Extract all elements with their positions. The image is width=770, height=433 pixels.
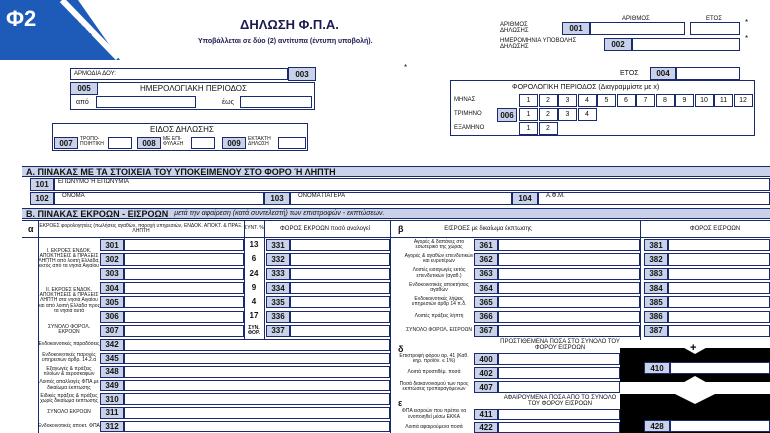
lower-label-312: Ενδοκοινοτικές αποκτ. ΦΠΑ — [38, 422, 100, 429]
vat-value-336[interactable] — [290, 311, 390, 323]
in-value-361[interactable] — [498, 239, 640, 251]
vat-code-333: 333 — [266, 268, 290, 280]
in-code-367: 367 — [474, 325, 498, 337]
surname-label: ΕΠΩΝΥΜΟ Ή ΕΠΩΝΥΜΙΑ — [58, 179, 130, 185]
minus-code-411: 411 — [474, 409, 498, 420]
decl-no-sub: ΑΡΙΘΜΟΣ — [622, 16, 650, 22]
in-value-365[interactable] — [498, 296, 640, 308]
tax-quarter-label: ΤΡΙΜΗΝΟ — [454, 111, 482, 117]
col-b-desc: ΕΙΣΡΟΕΣ με δικαίωμα έκπτωσης — [444, 225, 532, 232]
minus-label-422: Λοιπά αφαιρούμενα ποσά — [405, 423, 463, 430]
doy-code: 003 — [288, 67, 316, 81]
lower-code-345: 345 — [100, 353, 124, 365]
vat-value-337[interactable] — [290, 325, 390, 337]
in-label-366: Λοιπές πράξεις λήπτη — [414, 313, 464, 320]
vat-code-334: 334 — [266, 282, 290, 294]
group-2-label: II. ΕΚΡΟΕΣ ΕΝΔΟΚ. ΑΠΟΚΤΗΣΕΙΣ & ΠΡΑΞΕΙΣ ΛΗΠΤΗ στα νησιά Αιγαίου και από λοιπή Ελλάδα προς τα νησιά αυτά — [38, 286, 100, 314]
left-total-label: ΣΥΝΟΛΟ ΦΟΡΟΛ. ΕΚΡΟΩΝ — [47, 323, 91, 335]
lower-label-348: Εξαγωγές & πράξεις πλοίων & αεροσκαφών — [43, 365, 95, 377]
tax-code-386: 386 — [644, 311, 668, 323]
col-rate: ΣΥΝΤ. % — [244, 225, 264, 232]
decl-type-label-007: ΤΡΟΠΟ-ΠΟΙΗΤΙΚΗ — [80, 136, 104, 148]
vat-value-332[interactable] — [290, 253, 390, 265]
lower-code-310: 310 — [100, 393, 124, 405]
left-code-302: 302 — [100, 253, 124, 265]
tax-month-2[interactable]: 2 — [539, 94, 558, 107]
decl-type-check-009[interactable] — [278, 137, 306, 149]
group-1-label: I. ΕΚΡΟΕΣ ΕΝΔΟΚ. ΑΠΟΚΤΗΣΕΙΣ & ΠΡΑΞΕΙΣ ΛΗΠΤΗ από λοιπή Ελλάδα, εκτός από τα νησιά Αιγαίου — [38, 247, 100, 270]
lower-code-348: 348 — [100, 366, 124, 378]
minus-total-code: 428 — [644, 420, 670, 432]
in-code-361: 361 — [474, 239, 498, 251]
plus-code-407: 407 — [474, 381, 498, 393]
section-b-title — [22, 208, 770, 219]
tax-month-11[interactable]: 11 — [714, 94, 733, 107]
tax-code-385: 385 — [644, 296, 668, 308]
plus-title: ΠΡΟΣΤΙΘΕΜΕΝΑ ΠΟΣΑ ΣΤΟ ΣΥΝΟΛΟ ΤΟΥ ΦΟΡΟΥ ΕΙΣΡΟΩΝ — [500, 338, 620, 351]
in-label-365: Ενδοκοινοτικές λήψεις υπηρεσιών άρθρ 14 π.δ. — [411, 296, 467, 308]
code-101: 101 — [30, 178, 54, 191]
minus-code-422: 422 — [474, 422, 498, 433]
surname-field[interactable] — [54, 178, 770, 191]
header-rule — [22, 237, 770, 238]
left-code-307: 307 — [100, 325, 124, 337]
lower-value-311[interactable] — [124, 407, 390, 419]
plus-value-407[interactable] — [498, 381, 620, 393]
lower-code-349: 349 — [100, 380, 124, 392]
left-value-301[interactable] — [124, 239, 244, 251]
col-vat-in: ΦΟΡΟΣ ΕΙΣΡΟΩΝ — [689, 225, 741, 232]
decl-no-star: * — [745, 18, 749, 27]
vat-value-335[interactable] — [290, 296, 390, 308]
plus-value-400[interactable] — [498, 353, 620, 365]
vat-code-337: 337 — [266, 325, 290, 337]
name-label: ΟΝΟΜΑ — [62, 193, 85, 199]
tax-value-385[interactable] — [668, 296, 770, 308]
calendar-to-field[interactable] — [240, 96, 312, 108]
left-value-305[interactable] — [124, 296, 244, 308]
plus-letter: δ — [398, 344, 404, 354]
rate-5: 17 — [249, 311, 259, 321]
plus-label-402: Λοιπά προστιθέμ. ποσά — [407, 369, 461, 376]
in-label-362: Αγορές & αγαθών επενδυτικών και ευρυτέρων — [404, 253, 474, 265]
tax-code-384: 384 — [644, 282, 668, 294]
in-value-366[interactable] — [498, 311, 640, 323]
in-code-365: 365 — [474, 296, 498, 308]
col-a-letter: α — [28, 224, 34, 234]
code-104: 104 — [512, 192, 538, 205]
minus-value-422[interactable] — [498, 422, 620, 433]
tax-code-382: 382 — [644, 253, 668, 265]
vat-value-331[interactable] — [290, 239, 390, 251]
lower-value-345[interactable] — [124, 353, 390, 365]
decl-type-check-008[interactable] — [191, 137, 215, 149]
in-value-362[interactable] — [498, 253, 640, 265]
col-vat-out: ΦΟΡΟΣ ΕΚΡΟΩΝ ποσό αναλογεί — [280, 225, 370, 232]
minus-value-411[interactable] — [498, 409, 620, 420]
minus-title: ΑΦΑΙΡΟΥΜΕΝΑ ΠΟΣΑ ΑΠΟ ΤΟ ΣΥΝΟΛΟ ΤΟΥ ΦΟΡΟΥ ΕΙΣΡΟΩΝ — [503, 394, 617, 407]
calendar-from: από — [76, 99, 89, 106]
rate-1: 6 — [251, 254, 257, 264]
decl-type-code-007: 007 — [54, 137, 78, 149]
decl-no-code: 001 — [562, 22, 590, 35]
submit-date-star: * — [745, 34, 749, 43]
col-a-desc: ΕΚΡΟΕΣ φορολογητέες (πωλήσεις αγαθών, παροχή υπηρεσιών, ΕΝΔΟΚ. ΑΠΟΚΤ. & ΠΡΑΞ. ΛΗΠΤΗ — [39, 222, 243, 234]
plus-total-field[interactable] — [670, 362, 770, 374]
tax-semester-1[interactable]: 1 — [519, 122, 538, 135]
decl-no-field[interactable] — [590, 22, 685, 35]
in-code-362: 362 — [474, 253, 498, 265]
vline-5 — [640, 220, 641, 340]
in-value-367[interactable] — [498, 325, 640, 337]
vat-value-333[interactable] — [290, 268, 390, 280]
tax-value-381[interactable] — [668, 239, 770, 251]
tax-quarter-2[interactable]: 2 — [539, 108, 558, 121]
minus-label-411: ΦΠΑ εισροών που πρέπει να ενοποιηθεί μέσω ΕΚΚΑ — [401, 408, 467, 420]
doy-star: * — [404, 63, 408, 72]
left-value-306[interactable] — [124, 311, 244, 323]
logo — [0, 0, 120, 60]
tax-quarter-4[interactable]: 4 — [578, 108, 597, 121]
decl-type-check-007[interactable] — [108, 137, 132, 149]
vat-code-336: 336 — [266, 311, 290, 323]
tax-month-5[interactable]: 5 — [597, 94, 616, 107]
tax-month-8[interactable]: 8 — [656, 94, 675, 107]
minus-letter: ε — [398, 398, 403, 408]
decl-year-field[interactable] — [690, 22, 740, 35]
logo-symbol: Φ2 — [6, 6, 37, 31]
tax-month-6[interactable]: 6 — [617, 94, 636, 107]
lower-code-311: 311 — [100, 407, 124, 419]
vat-value-334[interactable] — [290, 282, 390, 294]
calendar-code: 005 — [70, 82, 98, 95]
tax-month-label: ΜΗΝΑΣ — [454, 97, 476, 103]
tax-period-code: 006 — [497, 108, 517, 122]
tax-month-1[interactable]: 1 — [519, 94, 538, 107]
lower-code-342: 342 — [100, 339, 124, 351]
lower-value-310[interactable] — [124, 393, 390, 405]
rate-6: ΣΥΝ. ΦΟΡ. — [247, 324, 261, 336]
in-value-363[interactable] — [498, 268, 640, 280]
tax-semester-label: ΕΞΑΜΗΝΟ — [454, 125, 485, 131]
lower-code-312: 312 — [100, 421, 124, 433]
in-label-367: ΣΥΝΟΛΟ ΦΟΡΟΛ. ΕΙΣΡΟΩΝ — [406, 327, 472, 334]
lower-label-342: Ενδοκοινοτικές παραδόσεις — [38, 341, 100, 348]
tax-semester-2[interactable]: 2 — [539, 122, 558, 135]
tax-value-384[interactable] — [668, 282, 770, 294]
plus-code-402: 402 — [474, 367, 498, 379]
tax-month-3[interactable]: 3 — [558, 94, 577, 107]
doy-label: ΑΡΜΟΔΙΑ ΔΟΥ: — [74, 71, 116, 77]
tax-value-383[interactable] — [668, 268, 770, 280]
left-code-304: 304 — [100, 282, 124, 294]
left-value-303[interactable] — [124, 268, 244, 280]
decl-type-label-008: ΜΕ ΕΠΙ-ΦΥΛΑΞΗ — [163, 136, 184, 148]
plus-value-402[interactable] — [498, 367, 620, 379]
tax-month-9[interactable]: 9 — [675, 94, 694, 107]
logo-ribbon: Τ Α Ξ Ι Σ — [71, 18, 93, 40]
in-value-364[interactable] — [498, 282, 640, 294]
plus-code-400: 400 — [474, 353, 498, 365]
tax-month-10[interactable]: 10 — [695, 94, 714, 107]
in-label-363: Λοιπές εισαγωγές εκτός επενδυτικών (αγαθ.) — [412, 267, 466, 279]
lower-label-349: Λοιπές απαλλαγές ΦΠΑ με δικαίωμα έκπτωσης — [39, 379, 99, 391]
lower-value-312[interactable] — [124, 421, 390, 433]
lower-value-342[interactable] — [124, 339, 390, 351]
vline-4 — [390, 220, 391, 433]
lower-value-349[interactable] — [124, 380, 390, 392]
rate-2: 24 — [249, 268, 259, 278]
lower-label-310: Ειδικές πράξεις & πράξεις χωρίς δικαίωμα έκπτωσης — [40, 392, 98, 405]
in-code-364: 364 — [474, 282, 498, 294]
in-label-361: Αγορές & δαπάνες στο εσωτερικό της χώρας — [413, 238, 465, 251]
decl-year-sub: ΕΤΟΣ — [706, 16, 722, 22]
in-code-363: 363 — [474, 268, 498, 280]
tax-month-4[interactable]: 4 — [578, 94, 597, 107]
tax-quarter-3[interactable]: 3 — [558, 108, 577, 121]
plus-label-407: Ποσά διακανονισμού των προς εκπτώσεις τροπαραγόμενων — [399, 380, 469, 392]
in-code-366: 366 — [474, 311, 498, 323]
code-102: 102 — [30, 192, 54, 205]
year-code: 004 — [650, 67, 676, 80]
left-value-307[interactable] — [124, 325, 244, 337]
tax-code-381: 381 — [644, 239, 668, 251]
section-b-title-text: Β. ΠΙΝΑΚΑΣ ΕΚΡΟΩΝ - ΕΙΣΡΟΩΝ — [26, 208, 169, 219]
section-b-subtitle: μετά την αφαίρεση (κατά συντελεστή) των επιστροφών - εκπτώσεων. — [174, 210, 385, 217]
lower-label-311: ΣΥΝΟΛΟ ΕΚΡΟΩΝ — [47, 409, 91, 416]
vat-code-335: 335 — [266, 296, 290, 308]
vat-code-332: 332 — [266, 253, 290, 265]
lower-label-345: Ενδοκοινοτικές παροχές υπηρεσιών άρθρ. 14.2.α — [41, 352, 97, 364]
plus-label-400: Επιστροφή φόρου αρ. 41 (Καθ. κηρ. προϊόν. ≤ 1%) — [399, 352, 469, 364]
year-label: ΕΤΟΣ — [620, 70, 639, 77]
afm-field[interactable] — [538, 192, 770, 205]
tax-value-387[interactable] — [668, 325, 770, 337]
minus-sign: - — [694, 396, 698, 408]
decl-type-code-009: 009 — [222, 137, 246, 149]
tax-quarter-1[interactable]: 1 — [519, 108, 538, 121]
decl-type-title: ΕΙΔΟΣ ΔΗΛΩΣΗΣ — [150, 125, 214, 134]
decl-no-label: ΑΡΙΘΜΟΣ ΔΗΛΩΣΗΣ — [500, 22, 529, 35]
decl-type-code-008: 008 — [137, 137, 161, 149]
year-field[interactable] — [676, 67, 740, 80]
tax-value-382[interactable] — [668, 253, 770, 265]
left-value-302[interactable] — [124, 253, 244, 265]
calendar-from-field[interactable] — [96, 96, 196, 108]
tax-value-386[interactable] — [668, 311, 770, 323]
vline-3 — [264, 220, 265, 340]
left-code-306: 306 — [100, 311, 124, 323]
tax-period — [450, 80, 755, 136]
calendar-title: ΗΜΕΡΟΛΟΓΙΑΚΗ ΠΕΡΙΟΔΟΣ — [140, 84, 247, 93]
left-code-303: 303 — [100, 268, 124, 280]
page-title: ΔΗΛΩΣΗ Φ.Π.Α. — [240, 17, 339, 32]
afm-label: Α.Φ.Μ. — [546, 193, 565, 199]
father-name-label: ΟΝΟΜΑ ΠΑΤΕΡΑ — [298, 193, 346, 199]
left-value-304[interactable] — [124, 282, 244, 294]
left-code-305: 305 — [100, 296, 124, 308]
tax-month-7[interactable]: 7 — [636, 94, 655, 107]
lower-value-348[interactable] — [124, 366, 390, 378]
tax-code-383: 383 — [644, 268, 668, 280]
tax-month-12[interactable]: 12 — [734, 94, 753, 107]
in-label-364: Ενδοκοινοτικές αποκτήσεις αγαθών — [409, 281, 469, 294]
col-b-letter: β — [398, 224, 404, 234]
tax-code-387: 387 — [644, 325, 668, 337]
rate-0: 13 — [249, 239, 259, 249]
code-103: 103 — [264, 192, 290, 205]
page-subtitle: Υποβάλλεται σε δύο (2) αντίτυπα (έντυπη υποβολή). — [198, 38, 373, 45]
name-field[interactable] — [54, 192, 264, 205]
left-code-301: 301 — [100, 239, 124, 251]
decl-type-label-009: ΕΚΤΑΚΤΗ ΔΗΛΩΣΗ — [248, 136, 271, 148]
vat-code-331: 331 — [266, 239, 290, 251]
section-a-title: Α. ΠΙΝΑΚΑΣ ΜΕ ΤΑ ΣΤΟΙΧΕΙΑ ΤΟΥ ΥΠΟΚΕΙΜΕΝΟΥ ΣΤΟ ΦΟΡΟ Ή ΛΗΠΤΗ — [22, 166, 770, 177]
rate-3: 9 — [251, 282, 257, 292]
plus-sign: + — [690, 342, 697, 354]
tax-period-title: ΦΟΡΟΛΟΓΙΚΗ ΠΕΡΙΟΔΟΣ (Διαγραμμίστε με x) — [512, 84, 660, 91]
minus-total-field[interactable] — [670, 420, 770, 432]
submit-date-label: ΗΜΕΡΟΜΗΝΙΑ ΥΠΟΒΟΛΗΣ ΔΗΛΩΣΗΣ — [500, 38, 577, 51]
plus-total-code: 410 — [644, 362, 670, 374]
calendar-to: έως — [222, 99, 234, 106]
submit-date-code: 002 — [604, 38, 632, 51]
submit-date-field[interactable] — [632, 38, 740, 51]
rate-4: 4 — [251, 297, 257, 307]
